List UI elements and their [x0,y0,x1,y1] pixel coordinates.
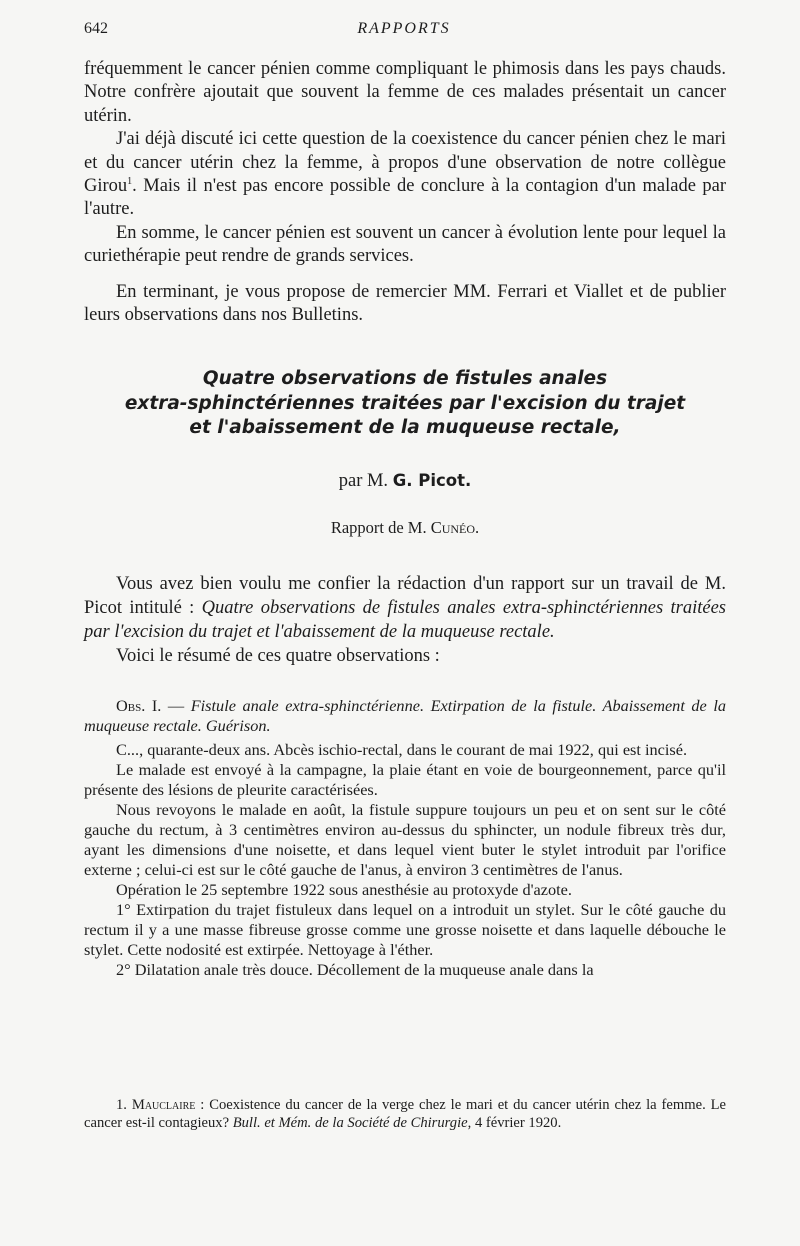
page-number: 642 [84,20,108,37]
observation-1 [84,696,726,980]
paragraph: Vous avez bien voulu me confier la rédaction d'un rapport sur un travail de M. Picot intitulé : Quatre observations de fistules anales extra-sphinctériennes traitées par l'excision du trajet et l'abaissement de la muqueuse rectale. [84,573,726,642]
paragraph: 2° Dilatation anale très douce. Décollement de la muqueuse anale dans la [116,959,594,979]
paragraph: Opération le 25 septembre 1922 sous anesthésie au protoxyde d'azote. [116,879,572,899]
footnote: 1. Mauclaire : Coexistence du cancer de la verge chez le mari et du cancer utérin chez la femme. Le cancer est-il contagieux? Bull. et Mém. de la Société de Chirurgie, 4 février 1920. [84,1097,727,1131]
paragraph: J'ai déjà discuté ici cette question de la coexistence du cancer pénien chez le mari et du cancer utérin chez la femme, à propos d'une observation de notre collègue Girou$^1$. Mais il n'est pas encore possible de conclure à la contagion d'un malade par l'autre. [84,129,726,220]
report-intro [84,572,726,668]
observation-heading: Obs. I. — Fistule anale extra-sphinctérienne. Extirpation de la fistule. Abaissement de la muqueuse rectale. Guérison. [84,695,726,735]
paragraph: En somme, le cancer pénien est souvent un cancer à évolution lente pour lequel la curiethérapie peut rendre de grands services. [84,222,726,267]
page-body [84,58,726,980]
article-author: par M. G. Picot. [338,470,472,491]
report-byline: Rapport de M. Cunéo. [330,517,480,537]
paragraph: Voici le résumé de ces quatre observations : [116,645,440,666]
running-title: RAPPORTS [357,20,451,37]
article-title: Quatre observations de fistules anales extra-sphinctériennes traitées par l'excision du trajet et l'abaissement de la muqueuse rectale, [124,368,686,439]
paragraph: fréquemment le cancer pénien comme compliquant le phimosis dans les pays chauds. Notre confrère ajoutait que souvent la femme de ces malades présentait un cancer utérin. [84,59,726,126]
paragraph: C..., quarante-deux ans. Abcès ischio-rectal, dans le courant de mai 1922, qui est incisé. [116,739,688,759]
footnote-ref: 1 [127,175,133,187]
paragraph: Nous revoyons le malade en août, la fistule suppure toujours un peu et on sent sur le côté gauche du rectum, à 3 centimètres environ au-dessus du sphincter, un nodule fibreux très dur, ayant les dimensions d'une noisette, et dans lequel vient buter le stylet introduit par l'orifice externe ; celui-ci est sur le côté gauche de l'anus, à environ 3 centimètres de l'anus. [84,799,726,879]
paragraph: Le malade est envoyé à la campagne, la plaie étant en voie de bourgeonnement, parce qu'il présente des lésions de pleurite caractérisées. [84,759,726,799]
paragraph: En terminant, je vous propose de remercier MM. Ferrari et Viallet et de publier leurs observations dans nos Bulletins. [84,281,726,326]
paragraph: 1° Extirpation du trajet fistuleux dans lequel on a introduit un stylet. Sur le côté gauche du rectum il y a une masse fibreuse grosse comme une grosse noisette et dans laquelle débouche le stylet. Cette nodosité est extirpée. Nettoyage à l'éther. [84,899,726,959]
page-header [84,20,724,44]
